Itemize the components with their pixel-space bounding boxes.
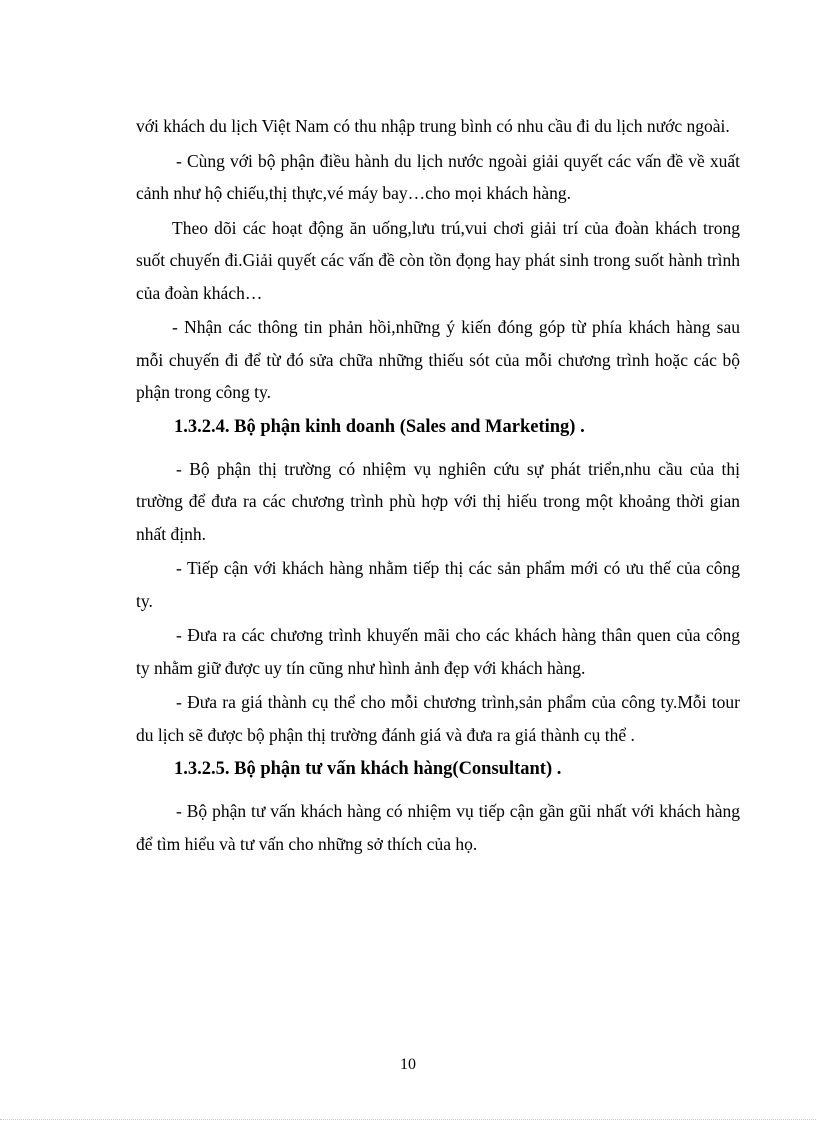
paragraph-promotions: - Đưa ra các chương trình khuyến mãi cho các khách hàng thân quen của công ty nhằm giữ được uy tín cũng như hình ảnh đẹp với khách hàng. (136, 625, 740, 678)
paragraph-visa-tasks: - Cùng với bộ phận điều hành du lịch nước ngoài giải quyết các vấn đề về xuất cảnh như hộ chiếu,thị thực,vé máy bay…cho mọi khách hàng. (136, 150, 740, 203)
page-number: 10 (400, 1056, 416, 1073)
page-content (136, 110, 740, 860)
paragraph-tour-monitoring: Theo dõi các hoạt động ăn uống,lưu trú,vui chơi giải trí của đoàn khách trong suốt chuyến đi.Giải quyết các vấn đề còn tồn đọng hay phát sinh trong suốt hành trình của đoàn khách… (136, 217, 740, 303)
paragraph-market-research: - Bộ phận thị trường có nhiệm vụ nghiên cứu sự phát triển,nhu cầu của thị trường để đưa ra các chương trình phù hợp với thị hiếu trong một khoảng thời gian nhất định. (136, 458, 740, 544)
paragraph-feedback: - Nhận các thông tin phản hồi,những ý kiến đóng góp từ phía khách hàng sau mỗi chuyến đi để từ đó sửa chữa những thiếu sót của mỗi chương trình hoặc các bộ phận trong công ty. (136, 317, 740, 402)
section-heading-sales-marketing: 1.3.2.4. Bộ phận kinh doanh (Sales and Marketing) . (174, 416, 585, 437)
paragraph-continuation: với khách du lịch Việt Nam có thu nhập trung bình có nhu cầu đi du lịch nước ngoài. (136, 116, 730, 136)
page-bottom-divider (0, 1119, 816, 1120)
paragraph-customer-approach: - Tiếp cận với khách hàng nhằm tiếp thị các sản phẩm mới có ưu thế của công ty. (136, 558, 740, 611)
section-heading-consultant: 1.3.2.5. Bộ phận tư vấn khách hàng(Consultant) . (174, 759, 562, 779)
paragraph-pricing: - Đưa ra giá thành cụ thể cho mỗi chương trình,sản phẩm của công ty.Mỗi tour du lịch sẽ được bộ phận thị trường đánh giá và đưa ra giá thành cụ thể . (136, 692, 740, 745)
paragraph-consultant-duties: - Bộ phận tư vấn khách hàng có nhiệm vụ tiếp cận gần gũi nhất với khách hàng để tìm hiểu và tư vấn cho những sở thích của họ. (136, 801, 740, 854)
